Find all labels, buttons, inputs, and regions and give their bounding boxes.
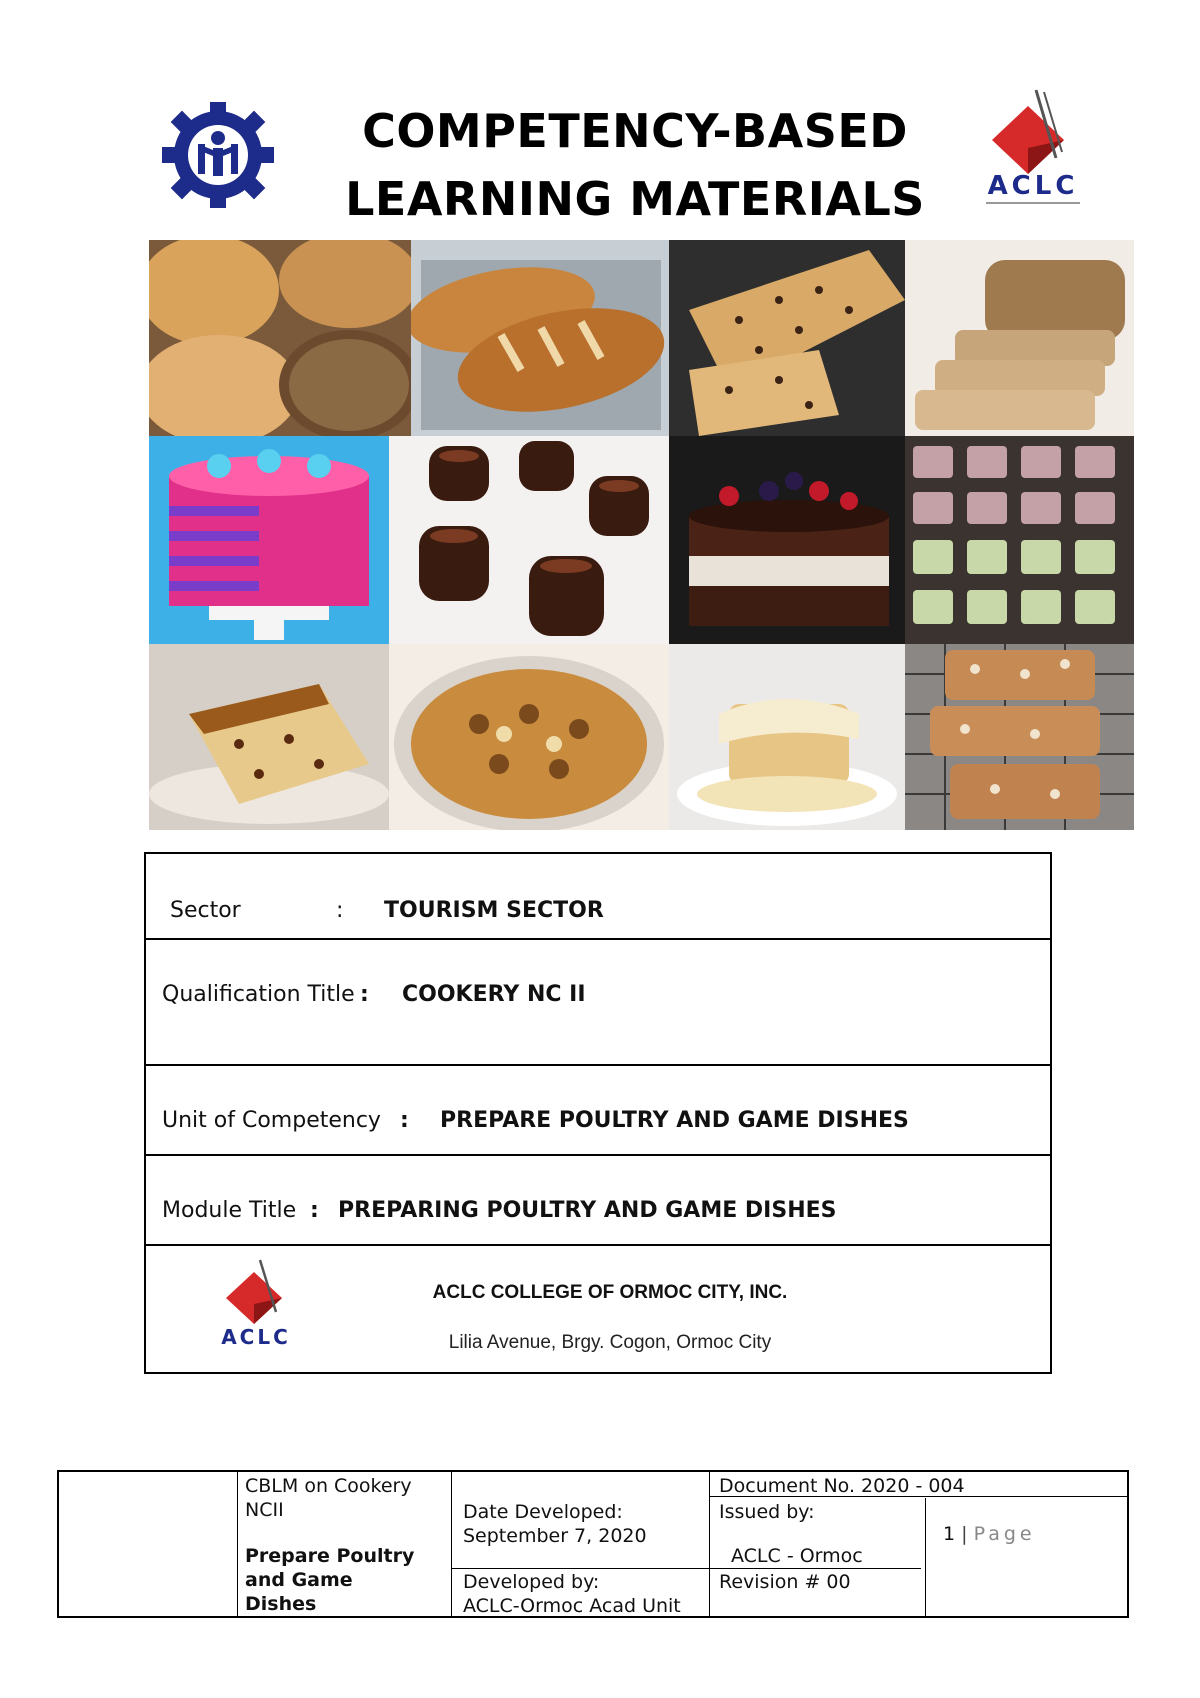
unit-row: [146, 1064, 1050, 1156]
footer-module-line3: Dishes: [245, 1593, 317, 1615]
rainbow-cake-photo: [149, 436, 389, 644]
qualification-label: Qualification Title: [162, 982, 355, 1007]
module-value: PREPARING POULTRY AND GAME DISHES: [338, 1198, 837, 1223]
bread-pudding-dish-photo: [389, 644, 669, 830]
sliced-loaf-photo: [905, 240, 1134, 436]
issued-by-value: ACLC - Ormoc: [731, 1545, 863, 1567]
date-developed-value: September 7, 2020: [463, 1525, 647, 1547]
pastel-petit-fours-photo: [905, 436, 1134, 644]
module-info-box: [144, 852, 1052, 1374]
developed-by-label: Developed by:: [463, 1571, 600, 1593]
aclc-school-logo-text: ACLC: [221, 1325, 291, 1349]
cblm-line2: NCII: [245, 1499, 284, 1521]
document-title-line1: COMPETENCY-BASED: [362, 104, 908, 158]
bread-pudding-square-photo: [149, 644, 389, 830]
issued-by-label: Issued by:: [719, 1501, 815, 1523]
school-name: ACLC COLLEGE OF ORMOC CITY, INC.: [432, 1282, 788, 1303]
bread-pudding-sauce-photo: [669, 644, 905, 830]
aclc-logo-icon: [978, 88, 1088, 210]
module-colon: :: [310, 1198, 319, 1223]
chocolate-chip-bread-photo: [669, 240, 905, 436]
qualification-row: [146, 938, 1050, 1066]
cblm-line1: CBLM on Cookery: [245, 1475, 412, 1497]
module-label: Module Title: [162, 1198, 297, 1223]
sector-value: TOURISM SECTOR: [384, 898, 604, 923]
berry-chocolate-cake-photo: [669, 436, 905, 644]
unit-value: PREPARE POULTRY AND GAME DISHES: [440, 1108, 909, 1133]
date-developed-label: Date Developed:: [463, 1501, 623, 1523]
qualification-value: COOKERY NC II: [402, 982, 586, 1007]
sector-label: Sector: [170, 898, 241, 923]
document-title-line2: LEARNING MATERIALS: [345, 172, 925, 226]
document-number: Document No. 2020 - 004: [719, 1475, 965, 1497]
tesda-gear-logo-icon: [146, 100, 290, 210]
school-address: Lilia Avenue, Brgy. Cogon, Ormoc City: [448, 1332, 772, 1353]
school-row: [146, 1244, 1050, 1374]
page-indicator: [943, 1522, 1036, 1546]
chocolate-petit-fours-photo: [389, 436, 669, 644]
revision-number: Revision # 00: [719, 1571, 851, 1593]
footer-module-line2: and Game: [245, 1569, 353, 1591]
qualification-colon: :: [360, 982, 369, 1007]
page-separator: |: [961, 1523, 968, 1545]
unit-label: Unit of Competency: [162, 1108, 381, 1133]
footer-module-line1: Prepare Poultry: [245, 1545, 415, 1567]
sector-colon: :: [336, 898, 344, 923]
coconut-loaf-slices-photo: [905, 644, 1134, 830]
page-word: Page: [973, 1523, 1036, 1545]
aclc-logo-text: ACLC: [987, 171, 1079, 201]
page-number: 1: [943, 1523, 956, 1545]
sector-row: [146, 854, 1050, 940]
bread-rolls-photo: [149, 240, 411, 436]
developed-by-value: ACLC-Ormoc Acad Unit: [463, 1595, 681, 1617]
unit-colon: :: [400, 1108, 409, 1133]
document-footer-table: [57, 1470, 1129, 1618]
bread-loaf-photo: [411, 240, 669, 436]
module-row: [146, 1154, 1050, 1246]
